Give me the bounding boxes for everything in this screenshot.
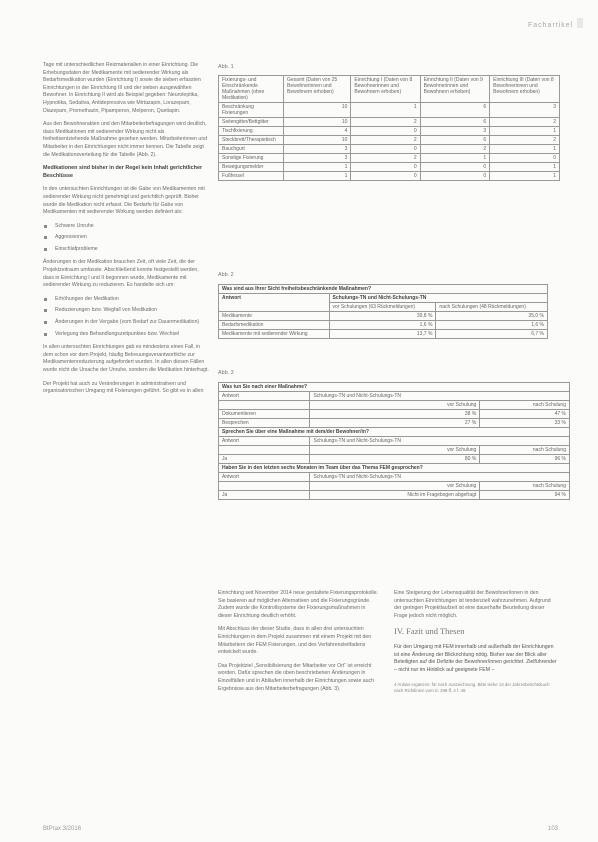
- table-header: Schulungs-TN und Nicht-Schulungs-TN: [329, 294, 547, 303]
- paragraph: Eine Steigerung der Lebensqualität der Bewohner/innen in den untersuchten Einrichtungen ist tendenziell wahrzunehmen. Aufgrund der geringen Projektlaufzeit ist eine dauerhafte Beurteilung dieser Frage jedoch nicht möglich.: [394, 590, 551, 619]
- table-cell: 80 %: [310, 455, 480, 464]
- table-row: [219, 321, 548, 330]
- table-question-row: [219, 285, 548, 294]
- table-cell: 96 %: [480, 455, 570, 464]
- table-cell: 6: [420, 118, 490, 127]
- table-cell: Besprechen: [219, 419, 310, 428]
- table-subheader: vor Schulung: [310, 401, 480, 410]
- list-item: Verlegung des Behandlungszeitpunktes bzw. Wechsel: [43, 331, 209, 339]
- table-row: [219, 145, 560, 154]
- table-row: [219, 136, 560, 145]
- table-row: [219, 163, 560, 172]
- table-cell: 1: [490, 163, 560, 172]
- table-cell: Ja: [219, 491, 310, 500]
- table-question-row: [219, 428, 570, 437]
- table-cell: 0: [420, 172, 490, 181]
- table-cell: 27 %: [310, 419, 480, 428]
- table-row: [219, 118, 560, 127]
- table-subheader: vor Schulungen (63 Rückmeldungen): [329, 303, 436, 312]
- table-cell: 94 %: [480, 491, 570, 500]
- running-header: Fachartikel: [528, 22, 574, 29]
- table-header: Antwort: [219, 437, 310, 446]
- left-column: [43, 62, 209, 402]
- table-cell: 3: [490, 103, 560, 118]
- table-cell: 13,7 %: [329, 330, 436, 339]
- table-row: [219, 127, 560, 136]
- bullet-list: [43, 296, 209, 338]
- table-cell: Tischfixierung: [219, 127, 284, 136]
- table-cell: 1,6 %: [329, 321, 436, 330]
- table-cell: 0: [351, 163, 420, 172]
- table-row: [219, 455, 570, 464]
- table-header: Schulungs-TN und Nicht-Schulungs-TN: [310, 437, 570, 446]
- table-header: Einrichtung II (Daten von 9 Bewohnerinnen und Bewohnern erhoben): [420, 76, 490, 103]
- table-header: Einrichtung I (Daten von 8 Bewohnerinnen und Bewohnern erhoben): [351, 76, 420, 103]
- paragraph: Das Projektziel „Sensibilisierung der Mitarbeiter vor Ort“ ist erreicht worden. Dafür sprechen die oben beschriebenen Änderungen in Einzelfällen und in Abläufen innerhalb der Einrichtungen sowie auch Ergebnisse aus den Mitarbeiterbefragungen (Abb. 3).: [218, 662, 375, 692]
- table-fixierungen: [218, 75, 560, 181]
- bottom-column-right: [394, 590, 558, 694]
- table-cell: 38 %: [310, 410, 480, 419]
- table-header-row: [219, 473, 570, 482]
- paragraph: Für den Umgang mit FEM innerhalb und außerhalb der Einrichtungen ist eine Änderung der Blickrichtung nötig. Bisher war der Blick aller Beteiligten auf die Defizite der Bewohner/innen gerichtet. Zielführender – nicht nur im Hinblick auf geeignete FEM –: [394, 643, 557, 673]
- table-cell: 2: [490, 136, 560, 145]
- table-cell: Medikamente: [219, 312, 330, 321]
- list-item: Schwere Unruhe: [43, 223, 209, 231]
- paragraph: Mit Abschluss der dieser Studie, dass in allen drei untersuchten Einrichtungen in dem Projekt zusammen mit einem Projekt mit den Mitarbeitern der FEM Fixierungen, und des Verfahrensleitfadens entwickelt wurde.: [218, 626, 372, 656]
- list-item: Änderungen in der Vergabe (vom Bedarf zur Dauermedikation): [43, 319, 209, 327]
- table-cell: 0: [351, 145, 420, 154]
- paragraph: Änderungen in der Medikation brauchen Zeit, oft viele Zeit, die der Projektzeitraum umfasste. Abschließend konnte festgestellt werden, dass in Einrichtung I und II begonnen wurde, Medikamente mit sedierender Wirkung zu reduzieren. Es handelte sich um:: [43, 259, 199, 289]
- paragraph: In allen untersuchten Einrichtungen gab es mindestens einen Fall, in dem schon vor dem Projekt, häufig Betreuungsverantwortliche zur Medikamentenreduzierung aufgefordert wurden. In allen diesen Fällen wurde nicht die Ursache der Unruhe, sondern die Medikation hinterfragt.: [43, 344, 209, 373]
- figure-label: Abb. 1: [218, 64, 234, 70]
- table-subheader: nach Schulung: [480, 401, 570, 410]
- table-question-row: [219, 464, 570, 473]
- subheading: Medikationen sind bisher in der Regel kein Inhalt gerichtlicher Beschlüsse: [43, 165, 203, 179]
- list-item: Reduzierungen bzw. Wegfall von Medikation: [43, 307, 209, 315]
- list-item: Einschlafprobleme: [43, 246, 209, 254]
- table-subheader: vor Schulung: [310, 446, 480, 455]
- footnote: 4 Anlass ergänzen; für nach Auszeichnung. Bitte siehe 13 der Jahresberichtsbuch nach Richtlinien vom S. 288-ff, 4 f. 48.: [394, 682, 550, 693]
- table-header: Schulungs-TN und Nicht-Schulungs-TN: [310, 473, 570, 482]
- table-cell: 1: [490, 172, 560, 181]
- table-question: Was tun Sie nach einer Maßnahme?: [219, 383, 570, 392]
- table-cell: Bedarfsmedikation: [219, 321, 330, 330]
- table-subheader-row: [219, 482, 570, 491]
- table-cell: Sonstige Fixierung: [219, 154, 284, 163]
- table-cell: 47 %: [480, 410, 570, 419]
- paragraph: In den untersuchten Einrichtungen ist die Gabe von Medikamenten mit sedierender Wirkung nicht genehmigt und gerichtlich geprüft. Bisher wurde die Medikation nicht erfasst. Die Bedarfe für Gabe von Medikamenten mit sedierender Wirkung werden definiert als:: [43, 186, 205, 216]
- table-cell: 2: [351, 154, 420, 163]
- table-subheader-row: [219, 401, 570, 410]
- table-cell: 6: [420, 103, 490, 118]
- table-question-row: [219, 383, 570, 392]
- table-cell: 2: [490, 118, 560, 127]
- table-header: Antwort: [219, 392, 310, 401]
- table-cell: Bewegungsmelder: [219, 163, 284, 172]
- table-cell: Bauchgurt: [219, 145, 284, 154]
- table-cell: 1: [490, 127, 560, 136]
- table-cell: 3: [284, 145, 351, 154]
- table-row: [219, 172, 560, 181]
- table-cell: 1: [351, 103, 420, 118]
- table-row: [219, 154, 560, 163]
- table-cell: 0: [490, 154, 560, 163]
- table-cell: 4: [284, 127, 351, 136]
- table-subheader-row: [219, 446, 570, 455]
- table-row: [219, 330, 548, 339]
- table-header-row: [219, 392, 570, 401]
- table-row: [219, 491, 570, 500]
- table-cell: 2: [420, 145, 490, 154]
- table-row: [219, 312, 548, 321]
- section-heading: IV. Fazit und Thesen: [394, 626, 465, 637]
- figure-label: Abb. 3: [218, 370, 234, 376]
- table-cell: Nicht im Fragebogen abgefragt: [310, 491, 480, 500]
- table-cell: 33 %: [480, 419, 570, 428]
- table-cell: 3: [420, 127, 490, 136]
- paragraph: Einrichtung seit November 2014 neue gestaltete Fixierungsprotokolle. Sie basieren auf möglichen Alternativen und die Fixierungsgründe. Zudem wurde die Kontrollsysteme der Fixierungsmaßnahmen in dieser Einrichtung deutlich erhöht.: [218, 590, 379, 619]
- table-cell: 0: [351, 127, 420, 136]
- paragraph: Aus den Bewohnerakten und den Mitarbeiterbefragungen wird deutlich, dass Medikationen mit sedierender Wirkung nicht als freiheitsentziehende Maßnahme gesehen werden. Mitarbeiterinnen und Mitarbeiter in den Einrichtungen nicht immer kennen. Die Tabelle zeigt die Medikationsverteilung für die Tabelle (Abb. 2).: [43, 121, 208, 158]
- table-cell: 10: [284, 136, 351, 145]
- table-header: Gesamt (Daten von 25 Bewohnerinnen und Bewohnern erhoben): [284, 76, 351, 103]
- bottom-column-left: [218, 590, 380, 699]
- table-cell: 10: [284, 118, 351, 127]
- table-header: Schulungs-TN und Nicht-Schulungs-TN: [310, 392, 570, 401]
- table-cell: 0: [420, 163, 490, 172]
- table-cell: 1: [284, 172, 351, 181]
- table-subheader: nach Schulung: [480, 446, 570, 455]
- table-cell: Steckbrett/Therapietisch: [219, 136, 284, 145]
- table-header-row: [219, 294, 548, 303]
- table-question: Sprechen Sie über eine Maßnahme mit dem/der Bewohner/in?: [219, 428, 570, 437]
- table-row: [219, 103, 560, 118]
- table-cell: Medikamente mit sedierender Wirkung: [219, 330, 330, 339]
- table-subheader: vor Schulung: [310, 482, 480, 491]
- table-cell: 1: [420, 154, 490, 163]
- table-header-row: [219, 437, 570, 446]
- table-header-row: [219, 76, 560, 103]
- table-nach-massnahme: [218, 382, 570, 500]
- table-cell: 6: [420, 136, 490, 145]
- table-cell: Beschränkung Fixierungen: [219, 103, 284, 118]
- table-cell: 39,8 %: [329, 312, 436, 321]
- table-question: Haben Sie in den letzten sechs Monaten im Team über das Thema FEM gesprochen?: [219, 464, 570, 473]
- table-cell: 2: [351, 118, 420, 127]
- table-cell: 2: [351, 136, 420, 145]
- table-cell: Ja: [219, 455, 310, 464]
- page-edge-marker: [577, 18, 583, 28]
- figure-label: Abb. 2: [218, 272, 234, 278]
- table-row: [219, 419, 570, 428]
- paragraph: Tage mit unterschiedlichen Reizmaterialien in einer Einrichtung. Die Erhebungsdaten der Medikamente mit sedierender Wirkung als Bedarfsmedikation wurden (Einrichtung I) sowie die sieben erfassten Einrichtungen in der Einrichtung III und der sieben ausgewählten Bewohner. In Einrichtung II wird als Beispiel gegeben: Neuroleptika, Hypnotika, Sedativa, Antidepressiva wie Mirtazapin, Lorazepam, Diazepam, Promethazin, Pipamperon, Melperon, Quetiapin.: [43, 62, 201, 114]
- table-cell: 10: [284, 103, 351, 118]
- table-cell: Fußfessel: [219, 172, 284, 181]
- table-row: [219, 410, 570, 419]
- table-header: Antwort: [219, 294, 330, 312]
- table-subheader: nach Schulungen (48 Rückmeldungen): [436, 303, 548, 312]
- table-cell: 1: [490, 145, 560, 154]
- table-header: Einrichtung III (Daten von 8 Bewohnerinnen und Bewohnern erhoben): [490, 76, 560, 103]
- table-cell: 6,7 %: [436, 330, 548, 339]
- footer-journal: BtPrax 3/2016: [43, 826, 82, 832]
- table-cell: 3: [284, 154, 351, 163]
- table-header: Fixierungs- und Einschränkende Maßnahmen (ohne Medikation): [219, 76, 284, 103]
- table-cell: 1: [284, 163, 351, 172]
- table-subheader: nach Schulung: [480, 482, 570, 491]
- table-fem-sicht: [218, 284, 548, 339]
- page-number: 103: [548, 826, 559, 832]
- table-cell: Seitengitter/Bettgitter: [219, 118, 284, 127]
- table-header: Antwort: [219, 473, 310, 482]
- table-cell: 1,6 %: [436, 321, 548, 330]
- table-cell: Dokumentieren: [219, 410, 310, 419]
- table-question: Was sind aus Ihrer Sicht freiheitsbeschränkende Maßnahmen?: [219, 285, 548, 294]
- paragraph: Der Projekt hat auch zu Veränderungen in administrativen und organisatorischen Umgang mit Fixierungen geführt. So gibt es in allen: [43, 380, 204, 395]
- table-cell: 35,0 %: [436, 312, 548, 321]
- bullet-list: [43, 223, 209, 254]
- list-item: Erhöhungen der Medikation: [43, 296, 209, 304]
- list-item: Aggressionen: [43, 234, 209, 242]
- table-cell: 0: [351, 172, 420, 181]
